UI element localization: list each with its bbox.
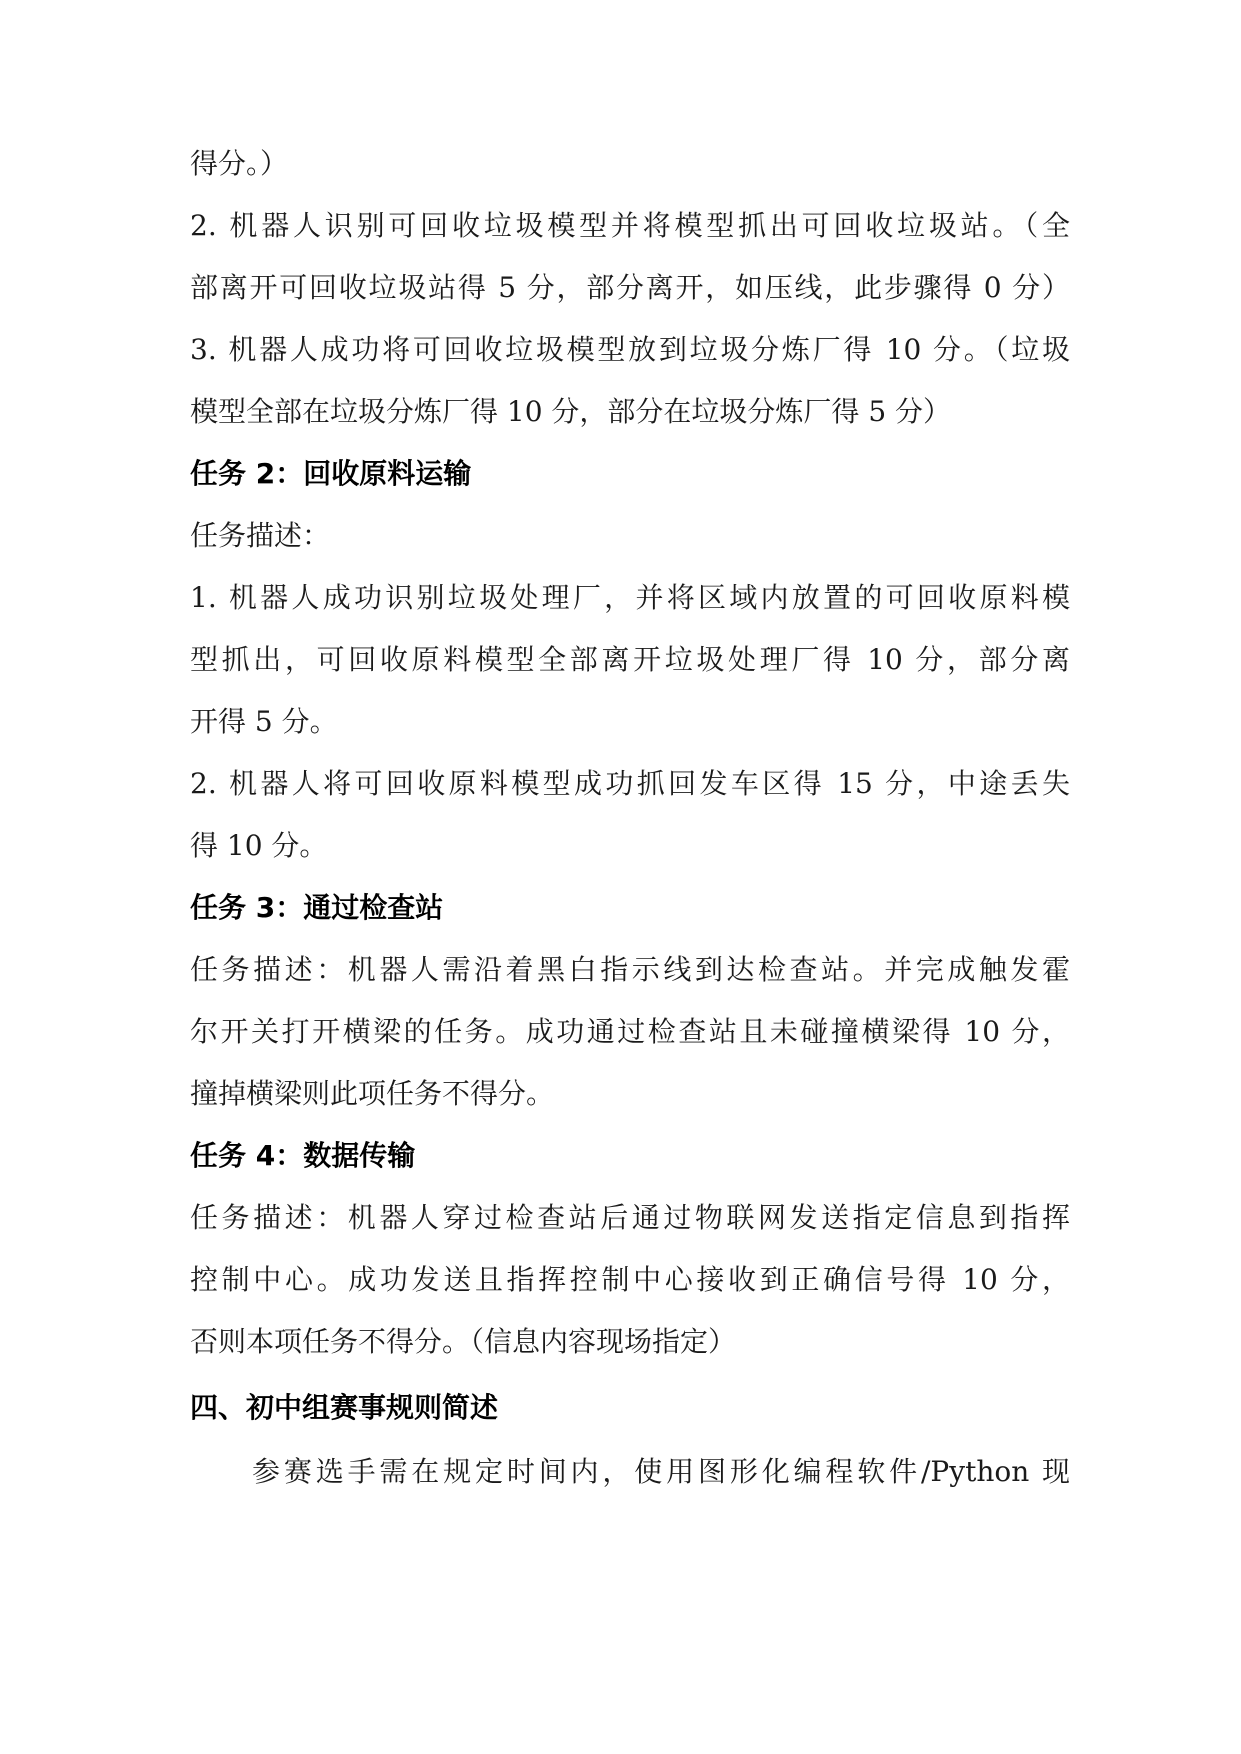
section-heading-task-2: 任务 2：回收原料运输 <box>190 457 472 490</box>
section-heading-junior-rules: 四、初中组赛事规则简述 <box>190 1391 499 1424</box>
text-line: 3. 机器人成功将可回收垃圾模型放到垃圾分炼厂得 10 分。（垃圾 <box>190 333 1070 366</box>
text-line: 1. 机器人成功识别垃圾处理厂，并将区域内放置的可回收原料模 <box>190 581 1070 614</box>
text-line: 任务描述：机器人穿过检查站后通过物联网发送指定信息到指挥 <box>190 1201 1070 1234</box>
text-line: 撞掉横梁则此项任务不得分。 <box>190 1077 555 1110</box>
text-line: 模型全部在垃圾分炼厂得 10 分，部分在垃圾分炼厂得 5 分） <box>190 395 952 428</box>
text-line: 任务描述： <box>190 519 331 552</box>
section-heading-task-4: 任务 4：数据传输 <box>190 1139 416 1172</box>
text-line: 控制中心。成功发送且指挥控制中心接收到正确信号得 10 分， <box>190 1263 1070 1296</box>
paragraph-first-line: 参赛选手需在规定时间内，使用图形化编程软件/Python 现 <box>252 1455 1070 1488</box>
section-heading-task-3: 任务 3：通过检查站 <box>190 891 444 924</box>
text-line: 否则本项任务不得分。（信息内容现场指定） <box>190 1325 737 1358</box>
text-line: 开得 5 分。 <box>190 705 338 738</box>
text-line: 2. 机器人识别可回收垃圾模型并将模型抓出可回收垃圾站。（全 <box>190 209 1070 242</box>
text-line: 部离开可回收垃圾站得 5 分，部分离开，如压线，此步骤得 0 分） <box>190 271 1070 304</box>
text-line: 任务描述：机器人需沿着黑白指示线到达检查站。并完成触发霍 <box>190 953 1070 986</box>
text-line: 得分。） <box>190 147 289 180</box>
text-line: 型抓出，可回收原料模型全部离开垃圾处理厂得 10 分，部分离 <box>190 643 1070 676</box>
text-line: 尔开关打开横梁的任务。成功通过检查站且未碰撞横梁得 10 分， <box>190 1015 1070 1048</box>
text-line: 2. 机器人将可回收原料模型成功抓回发车区得 15 分，中途丢失 <box>190 767 1070 800</box>
text-line: 得 10 分。 <box>190 829 328 862</box>
